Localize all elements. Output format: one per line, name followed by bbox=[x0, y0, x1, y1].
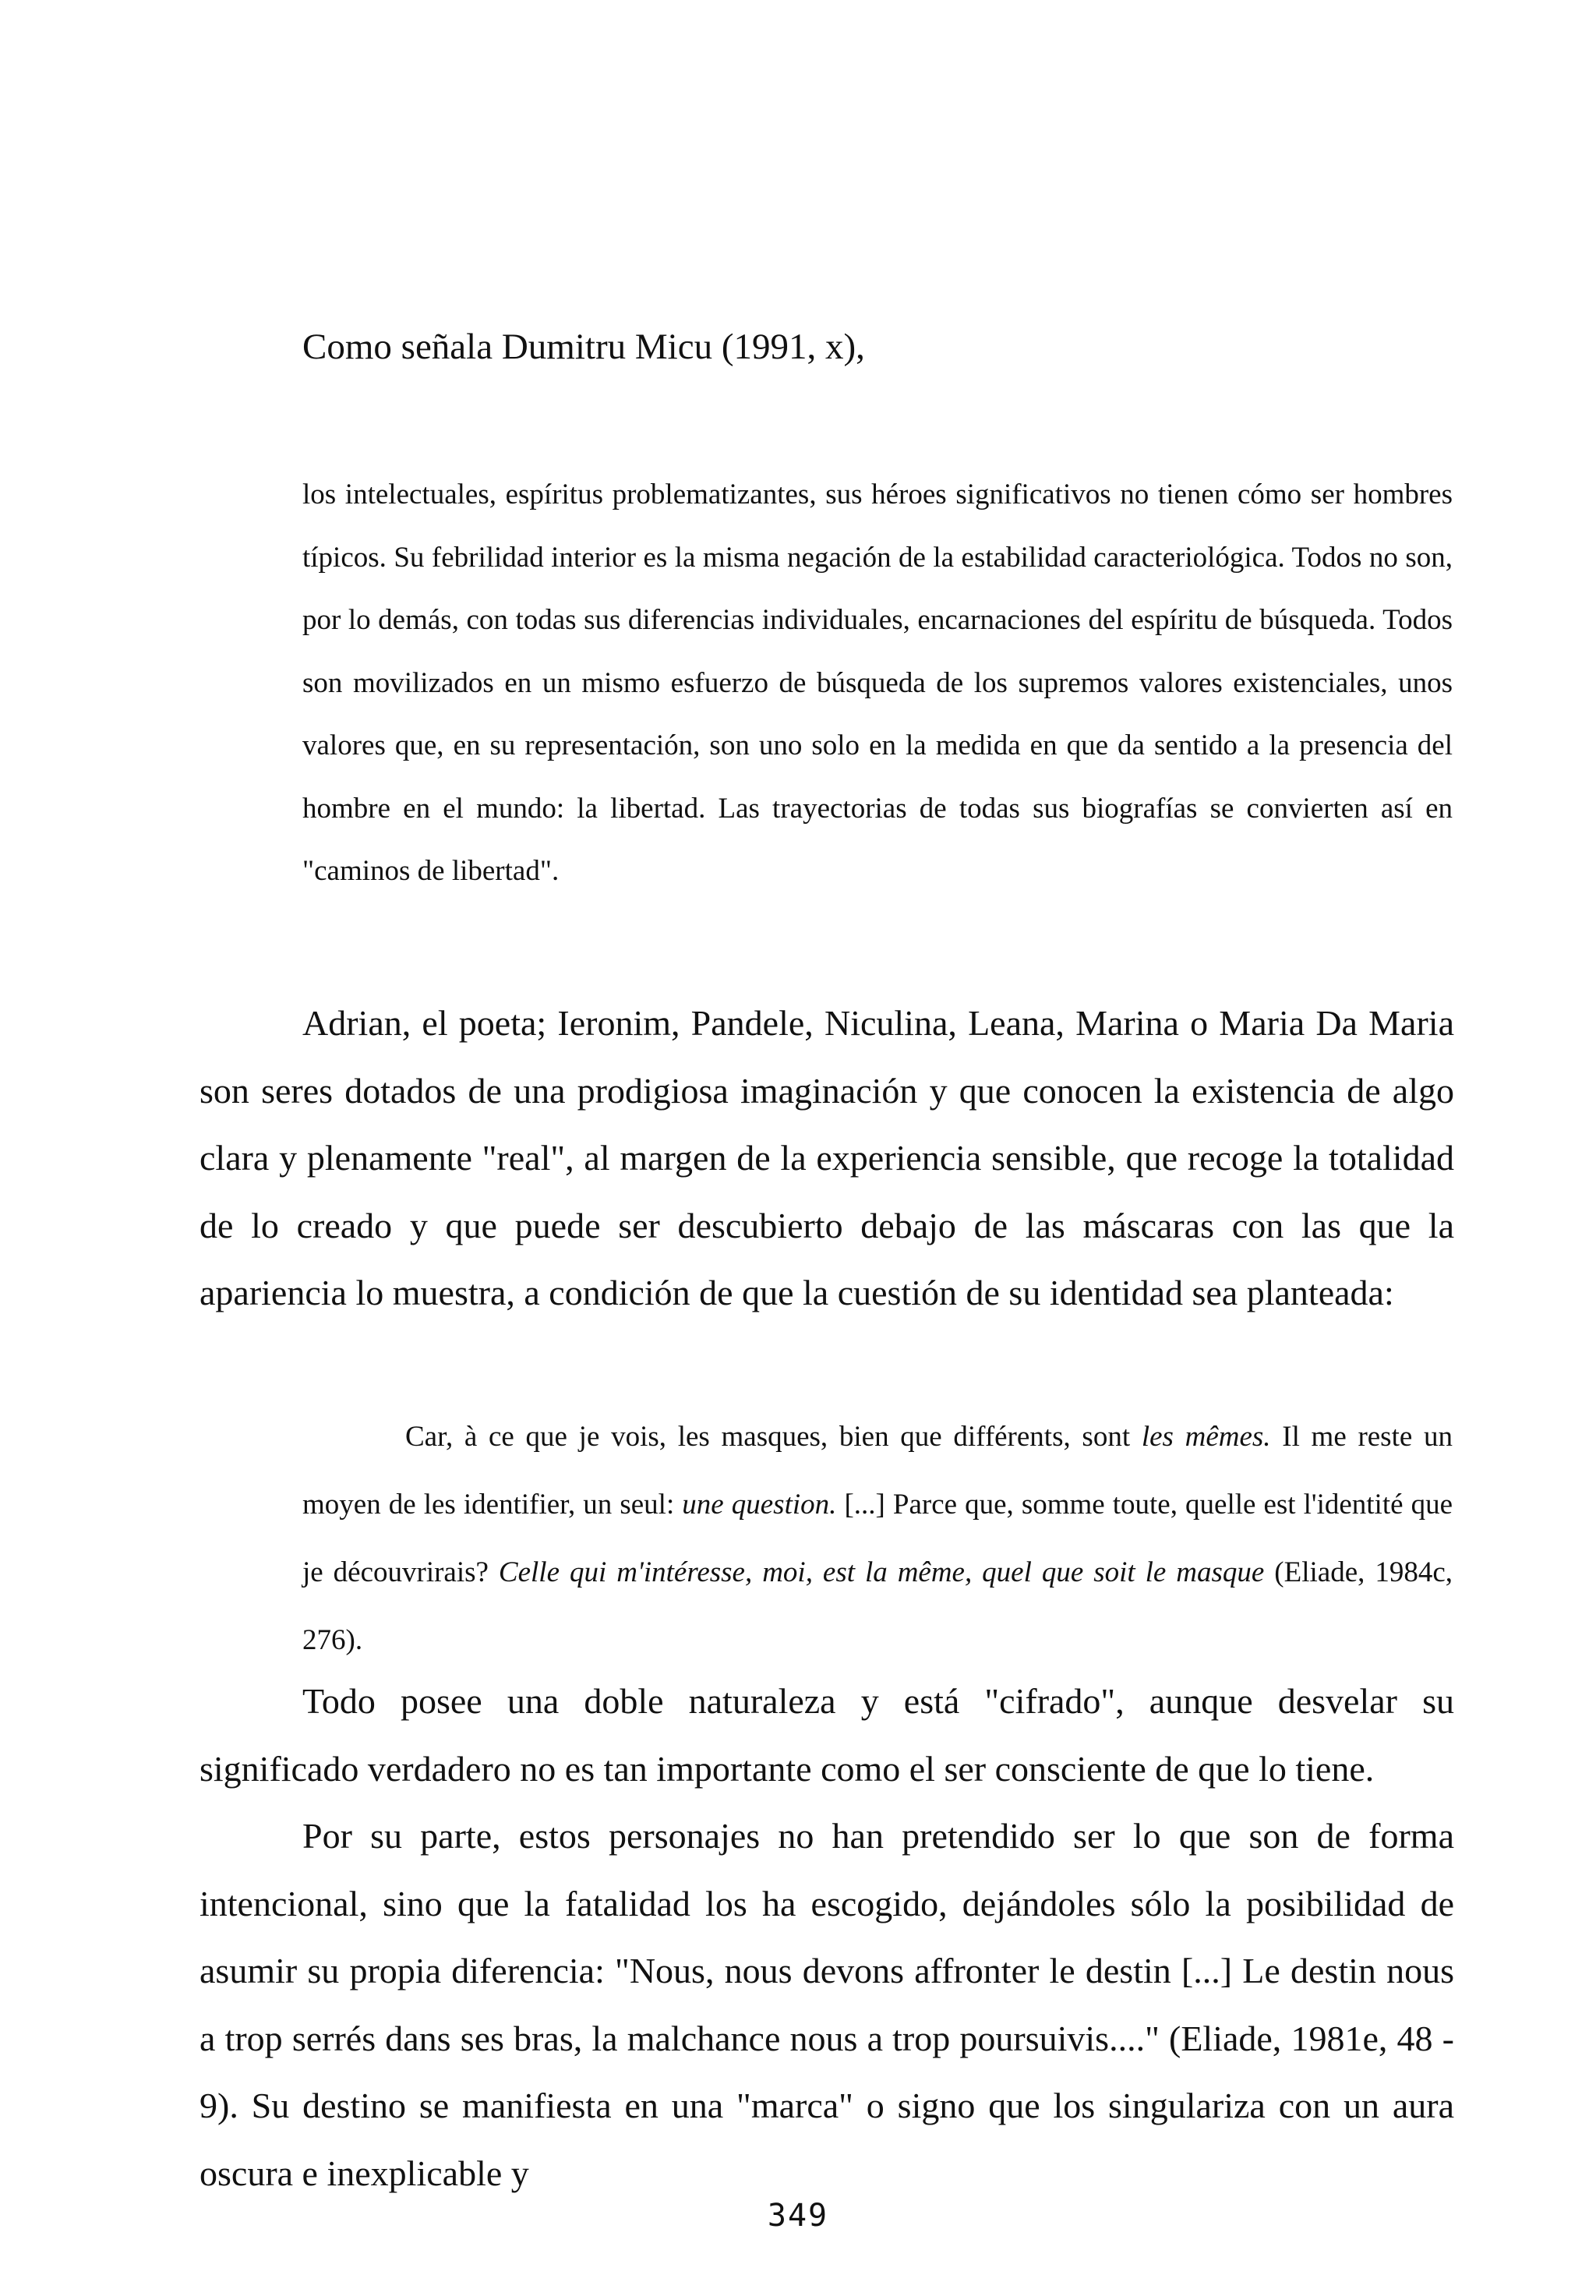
quote-text-2: Il me reste un moyen de les identifier, un seul: bbox=[302, 1421, 1453, 1521]
block-quote-eliade bbox=[302, 1403, 1453, 1674]
quote-italic-3: Celle qui m'intéresse, moi, est la même, quel que soit le masque bbox=[498, 1556, 1265, 1588]
quote-text-1: Car, à ce que je vois, les masques, bien que différents, sont bbox=[405, 1421, 1142, 1453]
intro-line: Como señala Dumitru Micu (1991, x), bbox=[302, 327, 865, 367]
body-section-2 bbox=[200, 1668, 1454, 2207]
paragraph-destiny: Por su parte, estos personajes no han pretendido ser lo que son de forma intencional, sino que la fatalidad los ha escogido, dejándoles sólo la posibilidad de asumir su propia diferencia: "Nous, nous devons affronter le destin [...] Le destin nous a trop serrés dans ses bras, la malchance nous a trop poursuivis...." (Eliade, 1981e, 48 - 9). Su destino se manifiesta en una "marca" o signo que los singulariza con un aura oscura e inexplicable y bbox=[200, 1816, 1454, 2193]
quote-italic-1: les mêmes. bbox=[1141, 1421, 1271, 1453]
paragraph-double-nature: Todo posee una doble naturaleza y está "cifrado", aunque desvelar su significado verdadero no es tan importante como el ser consciente de que lo tiene. bbox=[200, 1681, 1454, 1789]
quote-italic-2: une question. bbox=[682, 1489, 837, 1521]
page-number: 349 bbox=[767, 2198, 829, 2234]
paragraph-characters: Adrian, el poeta; Ieronim, Pandele, Niculina, Leana, Marina o Maria Da Maria son seres dotados de una prodigiosa imaginación y que conocen la existencia de algo clara y plenamente "real", al margen de la experiencia sensible, que recoge la totalidad de lo creado y que puede ser descubierto debajo de las máscaras con las que la apariencia lo muestra, a condición de que la cuestión de su identidad sea planteada: bbox=[200, 1003, 1454, 1312]
body-section-1 bbox=[200, 990, 1454, 1327]
block-quote-micu: los intelectuales, espíritus problematizantes, sus héroes significativos no tienen cómo ser hombres típicos. Su febrilidad interior es la misma negación de la estabilidad caracteriológica. Todos no son, por lo demás, con todas sus diferencias individuales, encarnaciones del espíritu de búsqueda. Todos son movilizados en un mismo esfuerzo de búsqueda de los supremos valores existenciales, unos valores que, en su representación, son uno solo en la medida en que da sentido a la presencia del hombre en el mundo: la libertad. Las trayectorias de todas sus biografías se convierten así en "caminos de libertad". bbox=[302, 479, 1453, 887]
quote-text-3: [...] Parce que, somme toute, quelle est l'identité que je découvrirais? bbox=[302, 1489, 1453, 1588]
quote-citation: (Eliade, 1984c, 276). bbox=[302, 1556, 1453, 1656]
